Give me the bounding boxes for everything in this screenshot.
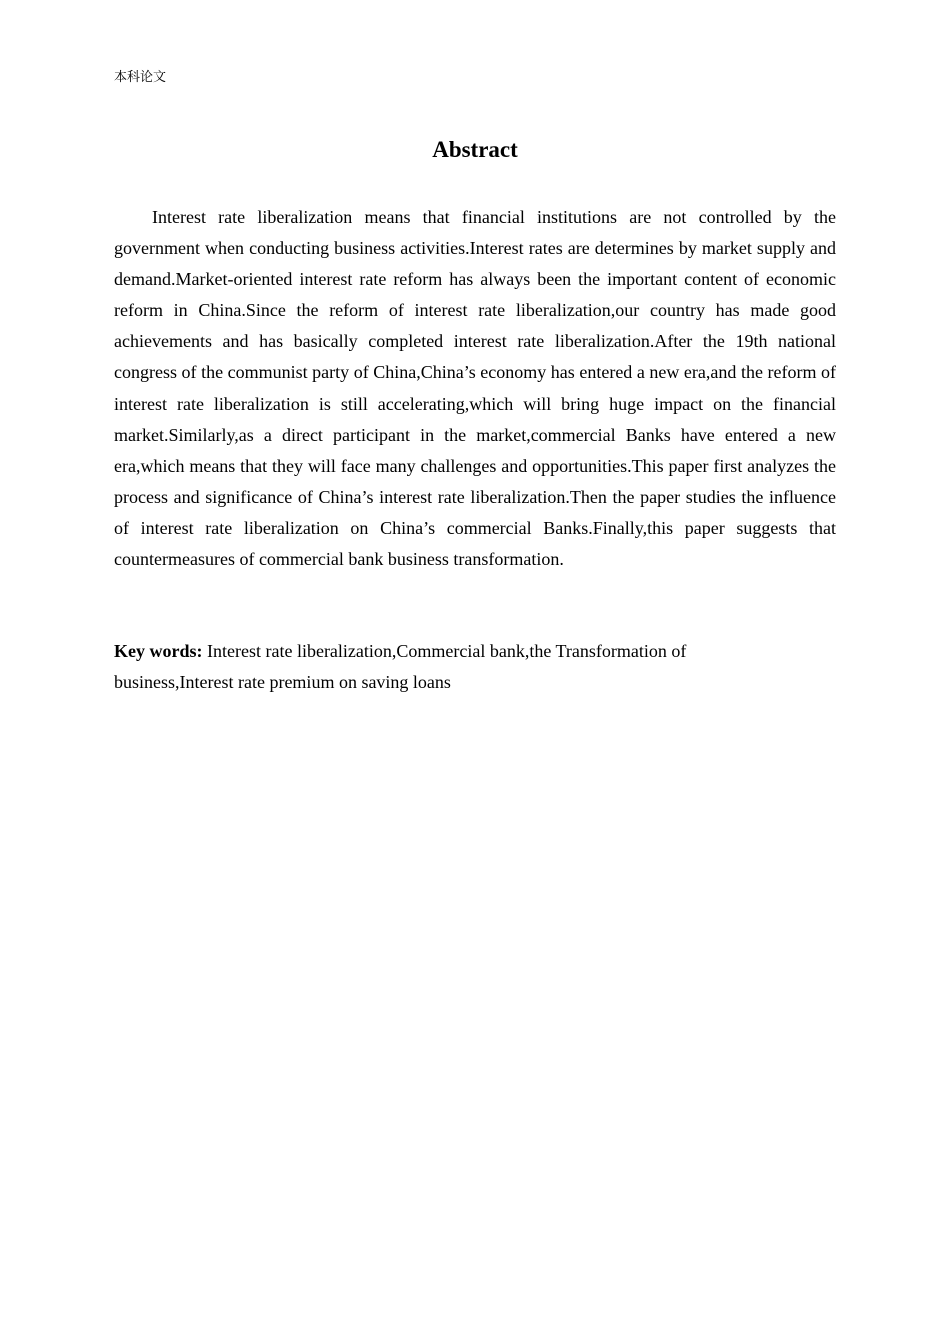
abstract-body: Interest rate liberalization means that financial institutions are not controlled by the government when conducting business activities.Interest rates are determines by market supply and demand.Market-oriented interest rate reform has always been the important content of economic reform in China.Since the reform of interest rate liberalization,our country has made good achievements and has basically completed interest rate liberalization.After the 19th national congress of the communist party of China,China’s economy has entered a new era,and the reform of interest rate liberalization is still accelerating,which will bring huge impact on the financial market.Similarly,as a direct participant in the market,commercial Banks have entered a new era,which means that they will face many challenges and opportunities.This paper first analyzes the process and significance of China’s interest rate liberalization.Then the paper studies the influence of interest rate liberalization on China’s commercial Banks.Finally,this paper suggests that countermeasures of commercial bank business transformation.	[114, 207, 836, 570]
keywords-text: Interest rate liberalization,Commercial bank,the Transformation of business,Interest rate premium on saving loans	[114, 641, 687, 693]
keywords-label: Key words:	[114, 641, 203, 661]
abstract-title: Abstract	[432, 137, 518, 162]
keywords-paragraph	[114, 636, 836, 698]
running-header: 本科论文	[114, 70, 167, 85]
